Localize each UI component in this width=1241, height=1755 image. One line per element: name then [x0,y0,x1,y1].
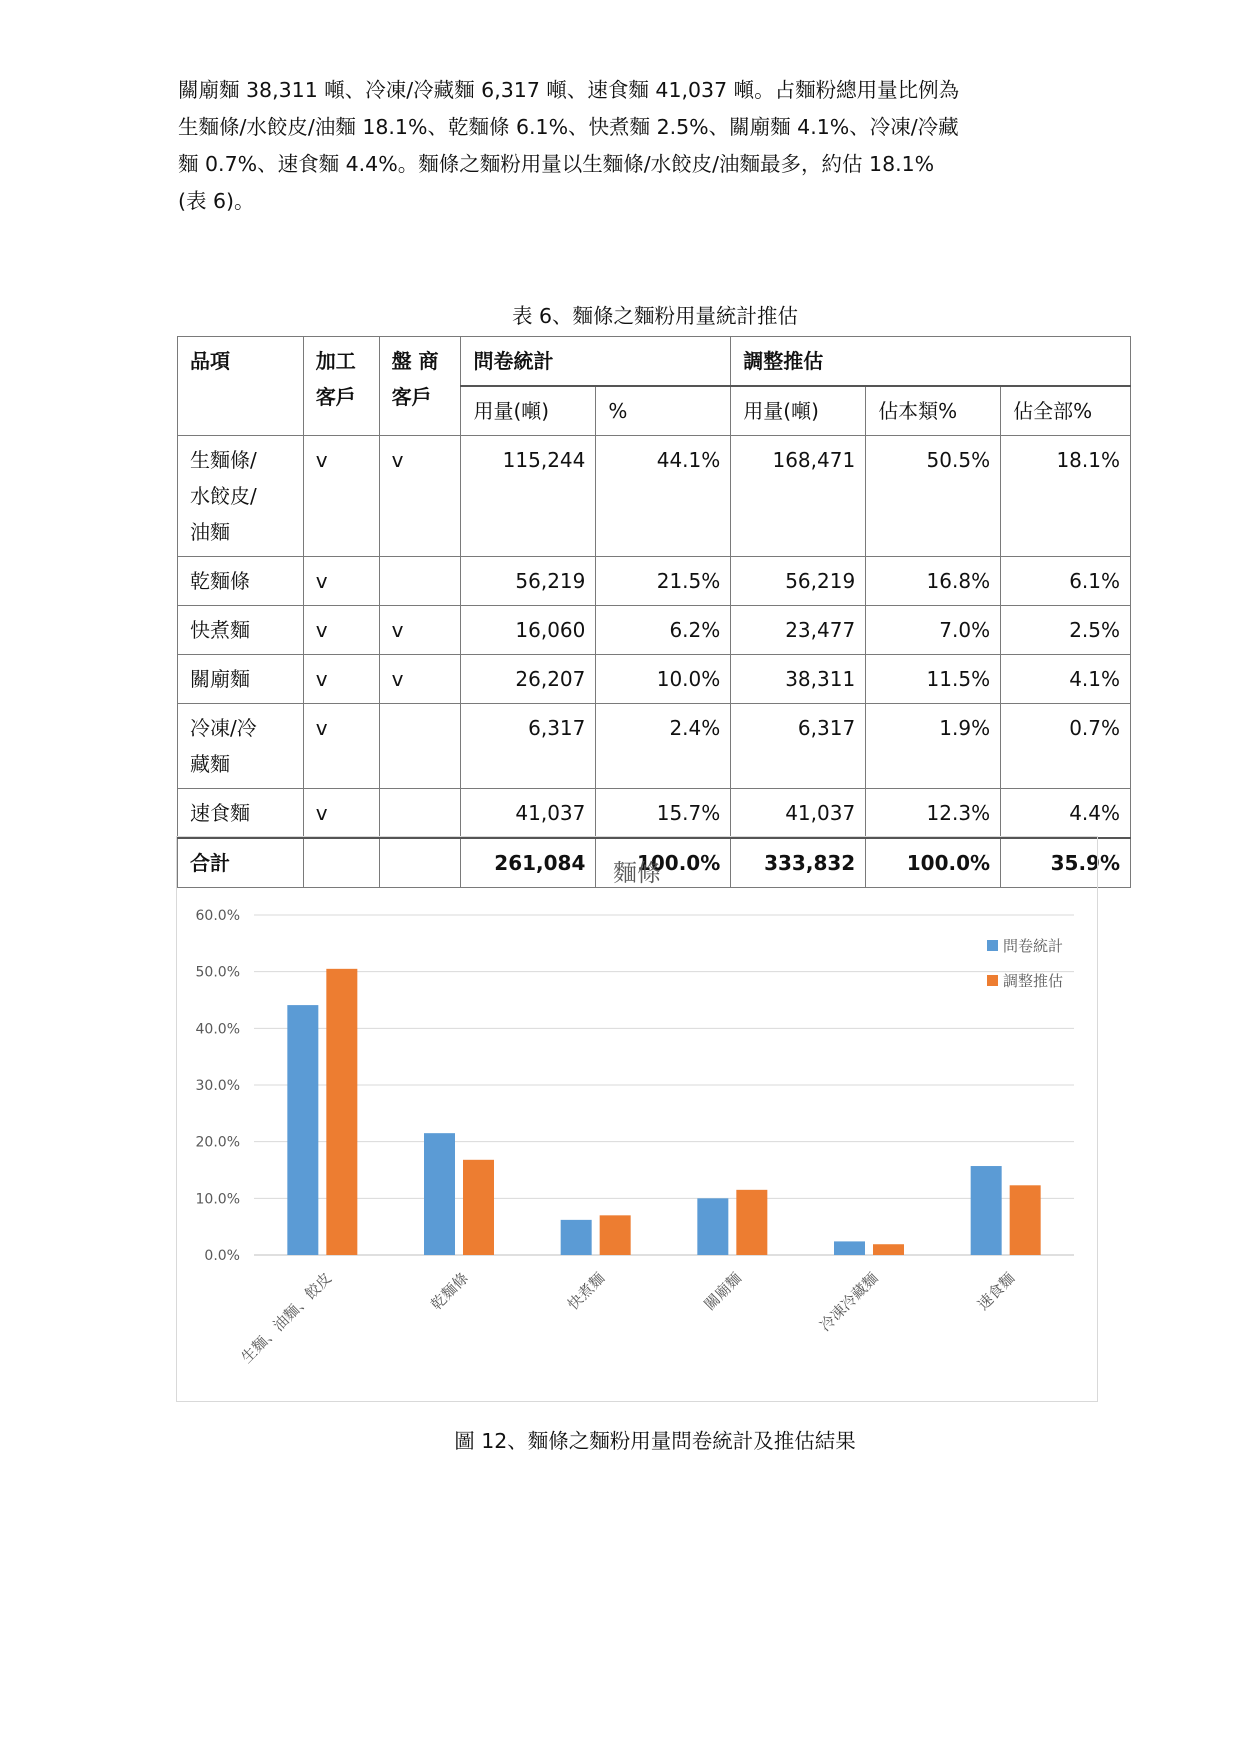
header-dealer-line: 盤 商 [391,349,439,373]
bar-adjusted [326,969,357,1255]
paragraph-line: 關廟麵 38,311 噸、冷凍/冷藏麵 6,317 噸、速食麵 41,037 噸。占麵粉總用量比例為 [178,78,960,102]
table-row [178,606,1131,655]
header-adj-pct-all: 佔全部% [1001,386,1131,436]
cell-dealer [379,704,461,789]
cell-processing: v [303,557,379,606]
bar-adjusted [736,1190,767,1255]
x-tick-label: 生麵、油麵、餃皮 [237,1269,336,1367]
cell-survey-qty: 41,037 [461,789,596,839]
legend-swatch [987,940,998,951]
table-row [178,789,1131,839]
cell-survey-pct: 10.0% [596,655,731,704]
header-processing [303,337,379,436]
header-survey: 問卷統計 [461,337,731,387]
cell-item: 快煮麵 [178,606,304,655]
header-survey-qty: 用量(噸) [461,386,596,436]
cell-adj-pct-category: 1.9% [866,704,1001,789]
header-processing-line: 客戶 [315,385,356,409]
flour-usage-table [177,336,1131,888]
cell-item-line: 藏麵 [190,752,230,776]
cell-dealer: v [379,606,461,655]
cell-adj-qty: 56,219 [731,557,866,606]
cell-survey-qty: 56,219 [461,557,596,606]
bar-survey [287,1005,318,1255]
table-header-row [178,337,1131,387]
cell-adj-qty: 38,311 [731,655,866,704]
cell-item-line: 生麵條/ [190,448,257,472]
cell-processing: v [303,606,379,655]
chart-title: 麵條 [613,859,661,887]
bar-chart [177,837,1097,1401]
cell-dealer: v [379,436,461,557]
cell-dealer [379,557,461,606]
cell-adj-pct-category: 12.3% [866,789,1001,839]
chart-frame [176,836,1098,1402]
table-row [178,557,1131,606]
cell-processing: v [303,789,379,839]
table-caption: 表 6、麵條之麵粉用量統計推估 [511,304,799,328]
legend-label: 調整推估 [1003,972,1064,990]
cell-survey-pct: 44.1% [596,436,731,557]
cell-item [178,436,304,557]
header-processing-line: 加工 [315,349,356,373]
cell-survey-pct: 6.2% [596,606,731,655]
header-adj-pct-category: 佔本類% [866,386,1001,436]
cell-adj-qty: 333,832 [731,838,866,888]
cell-adj-pct-category: 50.5% [866,436,1001,557]
cell-adj-pct-all: 4.4% [1001,789,1131,839]
cell-adj-pct-category: 100.0% [866,838,1001,888]
table-row [178,655,1131,704]
x-tick-label: 關廟麵 [700,1269,746,1314]
cell-adj-pct-category: 11.5% [866,655,1001,704]
cell-item [178,704,304,789]
x-tick-label: 快煮麵 [563,1269,609,1314]
x-tick-label: 乾麵條 [427,1269,472,1314]
cell-dealer [379,789,461,839]
cell-item: 乾麵條 [178,557,304,606]
bar-survey [697,1198,728,1255]
cell-total-label: 合計 [178,838,304,888]
legend-swatch [987,975,998,986]
cell-survey-pct: 100.0% [596,838,731,888]
cell-survey-pct: 2.4% [596,704,731,789]
bar-adjusted [463,1160,494,1255]
cell-adj-pct-category: 7.0% [866,606,1001,655]
cell-adj-qty: 168,471 [731,436,866,557]
bar-survey [971,1166,1002,1255]
cell-item-line: 油麵 [190,520,230,544]
cell-adj-pct-category: 16.8% [866,557,1001,606]
cell-survey-pct: 21.5% [596,557,731,606]
cell-processing: v [303,704,379,789]
bar-adjusted [1010,1185,1041,1255]
cell-survey-pct: 15.7% [596,789,731,839]
cell-adj-pct-all: 2.5% [1001,606,1131,655]
cell-item-line: 水餃皮/ [190,484,257,508]
cell-item: 速食麵 [178,789,304,839]
x-tick-label: 速食麵 [973,1269,1019,1314]
body-paragraph [178,72,1062,220]
table-row [178,704,1131,789]
cell-adj-pct-all: 35.9% [1001,838,1131,888]
bar-survey [424,1133,455,1255]
y-tick-label: 50.0% [195,964,240,981]
figure-caption: 圖 12、麵條之麵粉用量問卷統計及推估結果 [454,1429,856,1453]
cell-adj-qty: 41,037 [731,789,866,839]
cell-dealer: v [379,655,461,704]
y-tick-label: 20.0% [195,1134,240,1151]
header-adj-qty: 用量(噸) [731,386,866,436]
cell-processing: v [303,436,379,557]
table-row [178,436,1131,557]
y-tick-label: 0.0% [204,1248,240,1264]
bar-survey [561,1220,592,1255]
cell-survey-qty: 6,317 [461,704,596,789]
bar-adjusted [873,1244,904,1255]
paragraph-line: 麵 0.7%、速食麵 4.4%。麵條之麵粉用量以生麵條/水餃皮/油麵最多，約估 18.1% [178,152,935,176]
cell-survey-qty: 16,060 [461,606,596,655]
y-tick-label: 40.0% [195,1021,240,1038]
y-tick-label: 60.0% [195,908,240,924]
cell-adj-pct-all: 6.1% [1001,557,1131,606]
cell-adj-qty: 6,317 [731,704,866,789]
cell-adj-pct-all: 0.7% [1001,704,1131,789]
header-adjusted: 調整推估 [731,337,1131,387]
cell-adj-qty: 23,477 [731,606,866,655]
cell-processing: v [303,655,379,704]
cell-item: 關廟麵 [178,655,304,704]
y-tick-label: 30.0% [195,1078,240,1094]
cell-item-line: 冷凍/冷 [190,716,257,740]
bar-adjusted [600,1215,631,1255]
header-survey-pct: % [596,386,731,436]
legend-label: 問卷統計 [1003,937,1064,955]
y-tick-label: 10.0% [195,1191,240,1208]
paragraph-line: 生麵條/水餃皮/油麵 18.1%、乾麵條 6.1%、快煮麵 2.5%、關廟麵 4.1%、冷凍/冷藏 [178,115,959,139]
cell-adj-pct-all: 4.1% [1001,655,1131,704]
paragraph-line: (表 6)。 [178,189,255,213]
cell-survey-qty: 26,207 [461,655,596,704]
header-item: 品項 [178,337,304,436]
x-tick-label: 冷凍冷藏麵 [816,1269,882,1335]
bar-survey [834,1241,865,1255]
cell-survey-qty: 115,244 [461,436,596,557]
header-dealer-line: 客戶 [391,385,432,409]
cell-adj-pct-all: 18.1% [1001,436,1131,557]
header-dealer [379,337,461,436]
cell-survey-qty: 261,084 [461,838,596,888]
